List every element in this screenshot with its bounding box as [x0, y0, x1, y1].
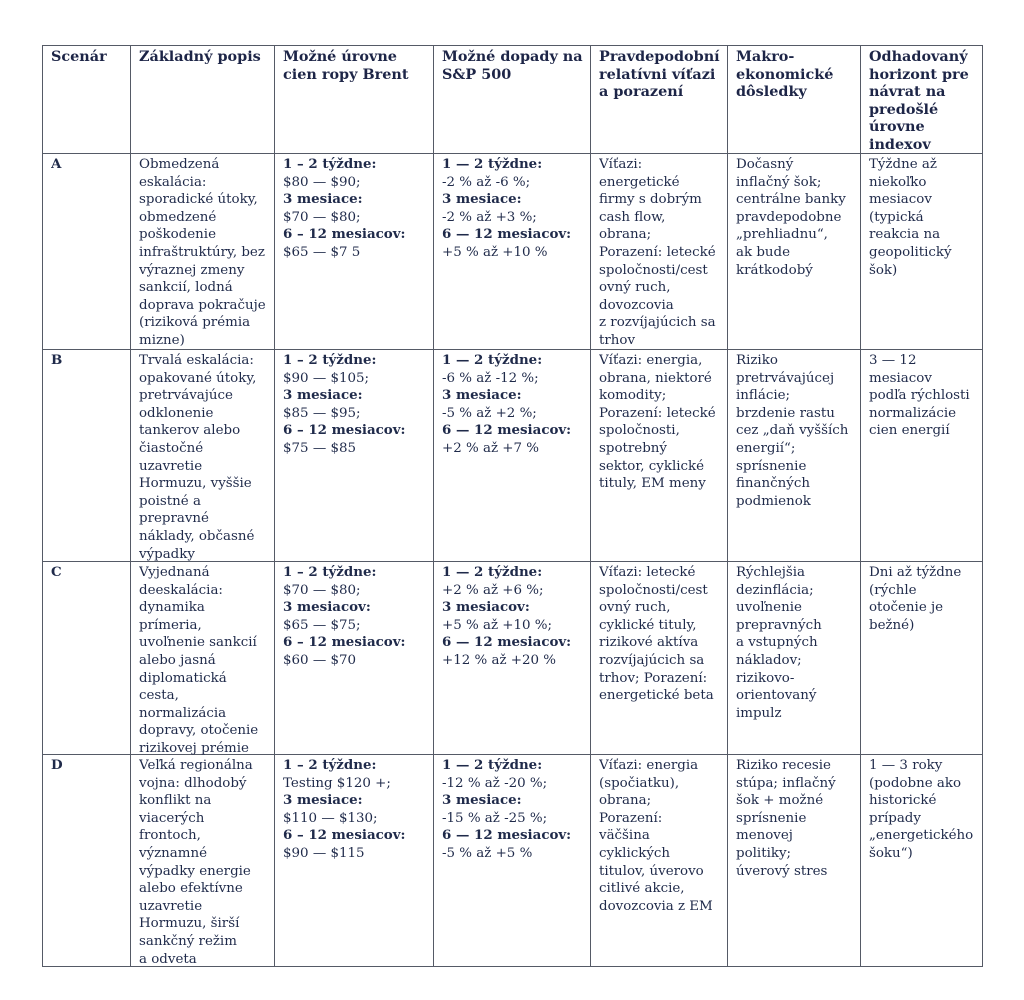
period-value: $65 — $7 5: [283, 244, 361, 260]
column-divider: [860, 45, 861, 967]
column-divider: [42, 45, 43, 967]
recovery-horizon: Dni až týždne (rýchle otočenie je bežné): [869, 565, 962, 633]
period-value: +2 % až +6 %;: [442, 582, 544, 598]
period-label: 6 — 12 mesiacov:: [442, 226, 572, 243]
period-label: 3 mesiace:: [283, 191, 363, 208]
column-divider: [727, 45, 728, 967]
period-label: 1 – 2 týždne:: [283, 156, 377, 172]
period-value: $80 — $90;: [283, 174, 361, 190]
period-label: 1 — 2 týždne:: [442, 564, 543, 580]
row-divider: [42, 45, 983, 46]
macro-consequences: Dočasný inflačný šok; centrálne banky pravdepodobne „prehliadnu“, ak bude krátkodobý: [736, 157, 846, 278]
scenario-id: D: [51, 757, 63, 773]
period-label: 3 mesiace:: [442, 387, 522, 404]
period-value: $60 — $70: [283, 652, 357, 668]
macro-consequences: Riziko recesie stúpa; inflačný šok + možné sprísnenie menovej politiky; úverový stres: [736, 758, 836, 879]
period-label: 1 — 2 týždne:: [442, 757, 543, 773]
period-value: $85 — $95;: [283, 405, 361, 421]
period-label: 3 mesiace:: [283, 387, 363, 404]
period-label: 1 — 2 týždne:: [442, 352, 543, 368]
column-divider: [982, 45, 983, 967]
recovery-horizon: 3 — 12 mesiacov podľa rýchlosti normalizácie cien energií: [869, 353, 970, 439]
period-label: 3 mesiacov:: [442, 599, 530, 616]
winners-losers: Víťazi: energia, obrana, niektoré komodity; Porazení: letecké spoločnosti, spotrebný sektor, cyklické tituly, EM meny: [599, 353, 716, 492]
scenario-description: Trvalá eskalácia: opakované útoky, pretrvávajúce odklonenie tankerov alebo čiastočné uzavretie Hormuzu, vyššie poistné a prepravné náklady, občasné výpadky: [139, 353, 257, 562]
header-sp500: Možné dopady na S&P 500: [442, 48, 583, 83]
scenario-id: C: [51, 564, 62, 580]
period-value: -5 % až +5 %: [442, 845, 533, 861]
period-value: $70 — $80;: [283, 582, 361, 598]
header-scenar: Scenár: [51, 48, 107, 65]
period-label: 6 – 12 mesiacov:: [283, 226, 406, 243]
sp500-impacts: [442, 156, 587, 350]
period-value: -2 % až +3 %;: [442, 209, 537, 225]
column-divider: [274, 45, 275, 967]
recovery-horizon: 1 — 3 roky (podobne ako historické prípady „energetického šoku“): [869, 758, 974, 861]
period-value: -6 % až -12 %;: [442, 370, 539, 386]
period-value: $90 — $105;: [283, 370, 370, 386]
brent-prices: [283, 352, 430, 562]
period-label: 3 mesiace:: [442, 191, 522, 208]
brent-prices: [283, 564, 430, 755]
period-value: $90 — $115: [283, 845, 365, 861]
period-label: 1 – 2 týždne:: [283, 757, 377, 773]
period-label: 3 mesiace:: [283, 792, 363, 809]
sp500-impacts: [442, 564, 587, 755]
brent-prices: [283, 156, 430, 350]
column-divider: [433, 45, 434, 967]
period-label: 6 – 12 mesiacov:: [283, 422, 406, 439]
sp500-impacts: [442, 757, 587, 967]
period-label: 1 – 2 týždne:: [283, 352, 377, 368]
period-value: $65 — $75;: [283, 617, 361, 633]
scenario-description: Vyjednaná deeskalácia: dynamika prímeria, uvoľnenie sankcií alebo jasná diplomatická cesta, normalizácia dopravy, otočenie rizikovej prémie: [139, 565, 259, 755]
header-horizont: Odhadovaný horizont pre návrat na predošlé úrovne indexov: [869, 48, 969, 153]
period-label: 1 — 2 týždne:: [442, 156, 543, 172]
period-label: 6 – 12 mesiacov:: [283, 827, 406, 844]
scenario-description: Obmedzená eskalácia: sporadické útoky, obmedzené poškodenie infraštruktúry, bez výraznej zmeny sankcií, lodná doprava pokračuje (riziková prémia mizne): [139, 157, 266, 348]
period-label: 1 – 2 týždne:: [283, 564, 377, 580]
period-value: $75 — $85: [283, 440, 357, 456]
winners-losers: Víťazi: energetické firmy s dobrým cash flow, obrana; Porazení: letecké spoločnosti/cest ovný ruch, dovozcovia z rozvíjajúcich sa trhov: [599, 157, 716, 348]
period-value: $70 — $80;: [283, 209, 361, 225]
period-label: 6 — 12 mesiacov:: [442, 634, 572, 651]
winners-losers: Víťazi: letecké spoločnosti/cest ovný ruch, cyklické tituly, rizikové aktíva rozvíjajúcich sa trhov; Porazení: energetické beta: [599, 565, 714, 704]
header-popis: Základný popis: [139, 48, 261, 65]
column-divider: [590, 45, 591, 967]
scenario-id: A: [51, 156, 62, 172]
column-divider: [130, 45, 131, 967]
brent-prices: [283, 757, 430, 967]
period-label: 6 – 12 mesiacov:: [283, 634, 406, 651]
period-value: -12 % až -20 %;: [442, 775, 548, 791]
period-label: 3 mesiacov:: [283, 599, 371, 616]
macro-consequences: Riziko pretrvávajúcej inflácie; brzdenie rastu cez „daň vyšších energií“; sprísnenie finančných podmienok: [736, 353, 849, 509]
winners-losers: Víťazi: energia (spočiatku), obrana; Porazení: väčšina cyklických titulov, úverovo citlivé akcie, dovozcovia z EM: [599, 758, 713, 914]
header-makro: Makro- ekonomické dôsledky: [736, 48, 834, 101]
scenario-description: Veľká regionálna vojna: dlhodobý konflikt na viacerých frontoch, významné výpadky energie alebo efektívne uzavretie Hormuzu, širší sankčný režim a odveta: [139, 758, 253, 967]
header-vitazi: Pravdepodobní relatívni víťazi a porazení: [599, 48, 720, 101]
scenario-id: B: [51, 352, 63, 368]
period-label: 6 — 12 mesiacov:: [442, 422, 572, 439]
period-value: -5 % až +2 %;: [442, 405, 537, 421]
sp500-impacts: [442, 352, 587, 562]
period-value: $110 — $130;: [283, 810, 378, 826]
period-value: +5 % až +10 %: [442, 244, 548, 260]
period-value: Testing $120 +;: [283, 775, 391, 791]
period-value: +2 % až +7 %: [442, 440, 539, 456]
period-value: +5 % až +10 %;: [442, 617, 553, 633]
period-label: 6 — 12 mesiacov:: [442, 827, 572, 844]
recovery-horizon: Týždne až niekoľko mesiacov (typická reakcia na geopolitický šok): [869, 157, 952, 278]
period-label: 3 mesiace:: [442, 792, 522, 809]
header-brent: Možné úrovne cien ropy Brent: [283, 48, 409, 83]
period-value: -15 % až -25 %;: [442, 810, 548, 826]
period-value: -2 % až -6 %;: [442, 174, 531, 190]
macro-consequences: Rýchlejšia dezinflácia; uvoľnenie prepravných a vstupných nákladov; rizikovo- orientovaný impulz: [736, 565, 822, 721]
period-value: +12 % až +20 %: [442, 652, 557, 668]
